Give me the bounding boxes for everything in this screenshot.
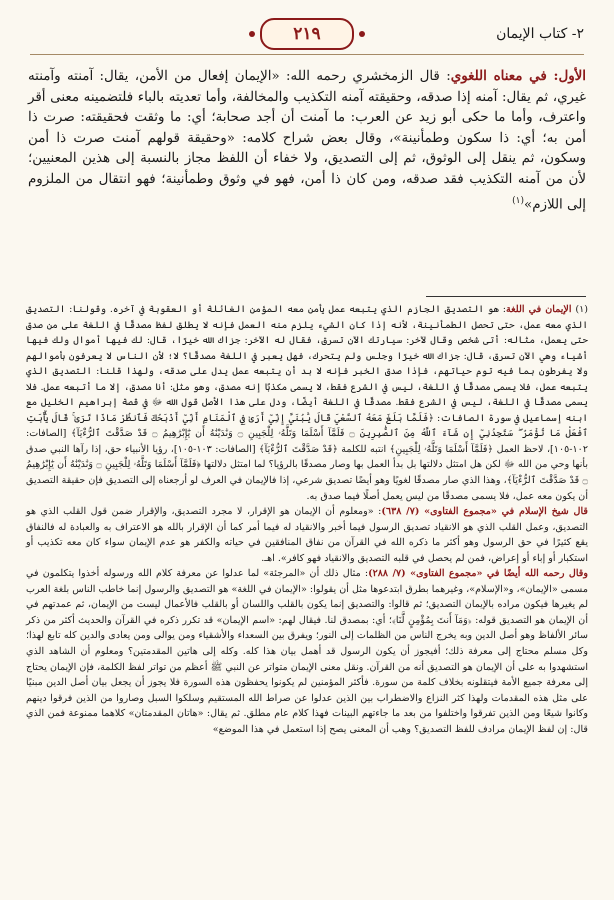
section-term: الأول: في معناه اللغوي [450,68,587,84]
quote-1-lead: قال شيخ الإسلام في «مجموع الفتاوى» (٧/ ٦٣٨) [381,506,588,518]
footnote-quote-2 [26,566,588,737]
quote-2-text: : مثال ذلك أن «المرجئة» لما عدلوا عن معرفة كلام الله ورسوله أخذوا يتكلمون في مسمى «الإيمان»، و«الإسلام»، وغيرهما بطرق ابتدعوها مثل أن يقولوا: «الإيمان في اللغة» هو التصديق والرسول إنما خاطب الناس بلغة العرب لم يغيرها فيكون مراده بالإيمان التصديق؛ ثم قالوا: والتصديق إنما يكون بالقلب واللسان أو بالقلب فالأعمال ليست من الإيمان، ثم عمدتهم في أن الإيمان هو التصديق قوله: ﴿وَمَآ أَنتَ بِمُؤْمِنٍ لَّنَا﴾؛ أي: بمصدق لنا. فيقال لهم: «اسم الإيمان» قد تكرر ذكره في القرآن والحديث أكثر من ذكر سائر الألفاظ وهو أصل الدين وبه يخرج الناس من الظلمات إلى النور؛ ويفرق بين السعداء والأشقياء ومن يوالى ومن يعادى والدين كله تابع لهذا؛ وكل مسلم محتاج إلى معرفة ذلك؛ أفيجوز أن يكون الرسول قد أهمل بيان هذا كله. وكله إلى هاتين المقدمتين؟ ومعلوم أن الشاهد الذي استشهدوا به على أن الإيمان هو التصديق أنه من القرآن. ونقل معنى الإيمان متواتر عن النبي ﷺ أعظم من تواتر لفظ الكلمة، فإن الإيمان يحتاج إلى معرفة جميع الأمة فيتقلونه بخلاف كلمة من سورة. فأكثر المؤمنين لم يكونوا يحفظون هذه السورة فلا يجوز أن يجعل بيان أصل الدين مبنيًا على مثل هذه المقدمات ولهذا كثر النزاع والاضطراب بين الذين عدلوا عن صراط الله المستقيم وسلكوا السبل وصاروا من الذين فرقوا دينهم وكانوا شيعًا ومن الذين تفرقوا واختلفوا من بعد ما جاءتهم البينات فهذا كلام عام مطلق. ثم يقال: «هاتان المقدمتان» كلاهما ممنوعة فمن الذي قال: إن لفظ الإيمان مرادف للفظ التصديق؟ وهب أن المعنى يصح إذا استعمل في هذا الموضع» [26,568,588,735]
ornament-dot-icon [359,31,365,37]
footnote-reference[interactable]: (١) [512,195,525,206]
footnote-1 [26,302,588,504]
footnote-separator [426,296,586,297]
main-text [28,66,586,216]
footnote-1-text: : هو التصديق الجازم الذي يتبعه عمل يأمن معه المؤمن الغائلة أو العقوبة في آخره. وقولنا: التصديق الذي معه عمل، حتى تحصل الطمأنينة، لأنه إذا كان الشيء يلزم منه العمل فإنه لا يطلق لفظ مصدقًا في اللغة على من صدق حتى يعمل، مثاله: أتى شخص وقال لآخر: سيارتك الآن تسرق، فقال له الآخر: جزاك الله خيرًا، قال: لك فيها أموال ولك فيها أشياء وهي الآن تسرق، قال: جزاك الله خيرًا وجلس ولم يتحرك، فهل يعبر في اللغة مصدقًا؟ لا؛ لأن الناس لا يعرفون بأموالهم ولا يفرطون بما فيه توم حياتهم، فإذا صدق الخبر فإنه لا بد أن يتبعه عمل يدل على صدقه، ولهذا قلنا: التصديق الذي يتبعه عمل، فلا يسمى مصدقًا في اللغة، ليس في الشرع فقط، لا يسمى مكذبًا إنه مصدق، وهو مثل: أنا مصدق، إلا ما أتبعه عمل. فلا يسمى مصدقًا في اللغة، ليس في الشرع فقط. مصدقًا في اللغة أيضًا، ودل على هذا الأصل قول الله ﷻ في قصة إبراهيم الخليل مع ابنه إسماعيل في سورة الصافات: ﴿فَلَمَّا بَلَغَ مَعَهُ ٱلسَّعْيَ قَالَ يَٰبُنَيَّ إِنِّيٓ أَرَىٰ فِي ٱلْمَنَامِ أَنِّيٓ أَذْبَحُكَ فَٱنظُرْ مَاذَا تَرَىٰ ۚ قَالَ يَٰٓأَبَتِ ٱفْعَلْ مَا تُؤْمَرُ ۖ سَتَجِدُنِيٓ إِن شَآءَ ٱللَّهُ مِنَ ٱلصَّٰبِرِينَ ۝ فَلَمَّآ أَسْلَمَا وَتَلَّهُۥ لِلْجَبِينِ ۝ وَنَٰدَيْنَٰهُ أَن يَٰٓإِبْرَٰهِيمُ ۝ قَدْ صَدَّقْتَ ٱلرُّءْيَآ﴾ [الصافات: ١٠٢-١٠٥]، لاحظ العمل ﴿فَلَمَّآ أَسْلَمَا وَتَلَّهُۥ لِلْجَبِينِ﴾ انتبه للكلمة ﴿قَدْ صَدَّقْتَ ٱلرُّءْيَآ﴾ [الصافات: ١٠٣-١٠٥]، رؤيا الأنبياء حق، إذا رآها النبي صدق بأنها وحي من الله ﷻ لكن هل امتثل دلالتها بل بدأ العمل بها وصار مصدقًا بالرؤيا؟ لما امتثل دلالتها ﴿فَلَمَّآ أَسْلَمَا وَتَلَّهُۥ لِلْجَبِينِ ۝ وَنَٰدَيْنَٰهُ أَن يَٰٓإِبْرَٰهِيمُ ۝ قَدْ صَدَّقْتَ ٱلرُّءْيَآ﴾، وهذا الذي صار مصدقًا لغويًا وهو أيضًا تصديق شرعي، إذا فالإيمان في العرف لو أرجعناه إلى التصديق فإن حقيقة التصديق أن يكون معه عمل، فلا يسمى مصدقًا من ليس يعمل أصلًا فيما صدق به. [26,304,588,502]
main-paragraph [28,66,586,216]
main-paragraph-text: : قال الزمخشري رحمه الله: «الإيمان إفعال من الأمن، يقال: آمنته وآمنته غيري، ثم يقال: آمنه إذا صدقه، وحقيقته آمنه التكذيب والمخالفة، وأما تعديته بالباء فلتضمينه معنى أقر واعترف، وأما ما حكى أبو زيد عن العرب: ما آمنت أن أجد صحابة؛ أي: ما وثقت فحقيقته: صرت ذا أمن به؛ أي: ذا سكون وطمأنينة»، وقال بعض شراح كلامه: «وحقيقة قولهم آمنت صرت ذا أمن وسكون، ثم ينقل إلى الوثوق، ثم إلى التصديق، ولا خفاء أن اللفظ مجاز بالنسبة إلى هذين المعنيين؛ لأن من آمنه التكذيب فقد صدقه، ومن كان ذا أمن، فهو في وثوق وطمأنينة؛ فهو انتقال من الملزوم إلى اللازم» [28,69,586,213]
footnote-1-term: الإيمان في اللغة [506,304,572,315]
footnote-quote-1 [26,504,588,566]
page-header [30,18,584,55]
footnotes [26,302,588,737]
quote-1-text: : «ومعلوم أن الإيمان هو الإقرار، لا مجرد التصديق، والإقرار ضمن قول القلب الذي هو التصديق، وعمل القلب الذي هو الانقياد تصديق الرسول فيما أخبر والانقياد له فيما أمر كما أن الإقرار بالله هو الاعتراف به والعبادة له فالنفاق يقع كثيرًا في حق الرسول وهو أكثر ما ذكره الله في القرآن من نفاق المنافقين في حياته والكفر هو عدم الإيمان سواء كان معه تكذيب أو استكبار أو إباء أو إعراض، فمن لم يحصل في قلبه التصديق والانقياد فهو كافر». اهـ. [26,506,588,564]
quote-2-lead: وقال رحمه الله أيضًا في «مجموع الفتاوى» (٧/ ٢٨٨) [368,568,588,580]
footnote-1-number: (١) [575,304,588,315]
page-number: ٢١٩ [260,18,354,50]
chapter-title: ٢- كتاب الإيمان [496,26,584,42]
ornament-dot-icon [249,31,255,37]
